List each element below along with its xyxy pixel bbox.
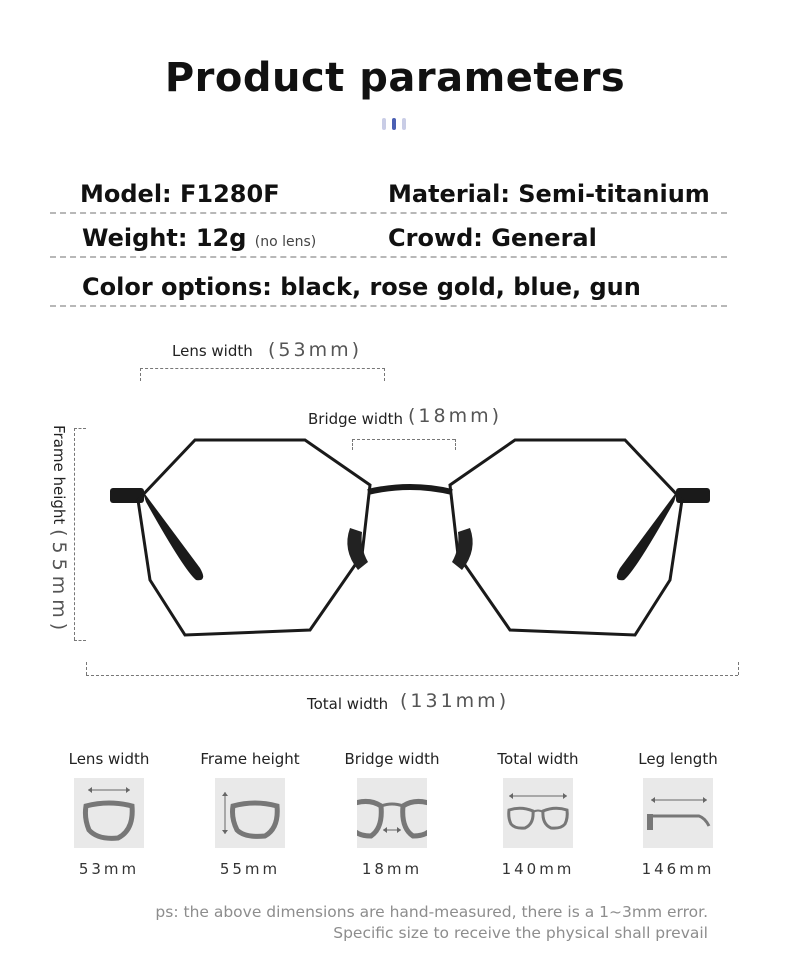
param-divider xyxy=(50,305,727,307)
material-param: Material: Semi-titanium xyxy=(388,180,710,208)
frame-height-caption xyxy=(40,425,70,635)
param-divider xyxy=(50,212,727,214)
page-title: Product parameters xyxy=(164,55,626,101)
lens-width-value: (53mm) xyxy=(268,339,363,361)
left-temple xyxy=(142,490,203,580)
weight-note: (no lens) xyxy=(254,234,317,250)
dot xyxy=(402,118,406,130)
lens-width-icon xyxy=(74,778,144,848)
note-line-1: ps: the above dimensions are hand-measured, there is a 1~3mm error. xyxy=(155,903,708,921)
model-param: Model: F1280F xyxy=(80,180,280,208)
thumb-label: Leg length xyxy=(638,750,718,768)
total-width-tick xyxy=(86,662,87,675)
lens-width-line xyxy=(140,368,385,369)
thumb-label: Lens width xyxy=(68,750,150,768)
bridge xyxy=(368,487,452,492)
frame-height-label: Frame height xyxy=(50,425,68,525)
lens-width-tick xyxy=(384,368,385,381)
thumb-value: 140mm xyxy=(501,860,575,878)
thumb-value: 18mm xyxy=(361,860,423,878)
right-temple xyxy=(617,490,678,580)
bridge-width-icon xyxy=(357,778,427,848)
total-width-icon xyxy=(503,778,573,848)
leg-length-icon xyxy=(643,778,713,848)
frame-height-tick xyxy=(74,640,86,641)
lens-width-label: Lens width xyxy=(172,342,253,360)
frame-height-value: (55mm) xyxy=(48,529,70,636)
frame-height-tick xyxy=(74,428,86,429)
bridge-width-label: Bridge width xyxy=(308,410,404,428)
note-line-2: Specific size to receive the physical shall prevail xyxy=(333,924,708,942)
weight-value: Weight: 12g xyxy=(82,224,247,252)
frame-height-line xyxy=(74,428,75,640)
param-divider xyxy=(50,256,727,258)
frame-height-icon xyxy=(215,778,285,848)
title-decoration-dots xyxy=(382,118,406,130)
dot xyxy=(382,118,386,130)
bridge-width-value: (18mm) xyxy=(408,405,503,427)
thumb-leg-length xyxy=(618,750,738,878)
total-width-tick xyxy=(738,662,739,675)
thumb-label: Frame height xyxy=(200,750,300,768)
total-width-label: Total width xyxy=(307,695,389,713)
thumb-frame-height xyxy=(190,750,310,878)
thumb-value: 55mm xyxy=(219,860,281,878)
crowd-param: Crowd: General xyxy=(388,224,597,252)
thumb-label: Total width xyxy=(497,750,579,768)
dot xyxy=(392,118,396,130)
thumb-value: 146mm xyxy=(641,860,715,878)
total-width-value: (131mm) xyxy=(400,690,510,712)
thumb-bridge-width xyxy=(332,750,452,878)
thumb-total-width xyxy=(478,750,598,878)
lens-width-tick xyxy=(140,368,141,381)
glasses-illustration xyxy=(100,430,720,645)
thumb-lens-width xyxy=(49,750,169,878)
total-width-line xyxy=(86,675,738,676)
thumb-label: Bridge width xyxy=(344,750,440,768)
weight-param xyxy=(82,224,316,252)
measurement-note xyxy=(130,902,708,944)
color-options-param: Color options: black, rose gold, blue, gun xyxy=(82,273,641,301)
thumb-value: 53mm xyxy=(78,860,140,878)
